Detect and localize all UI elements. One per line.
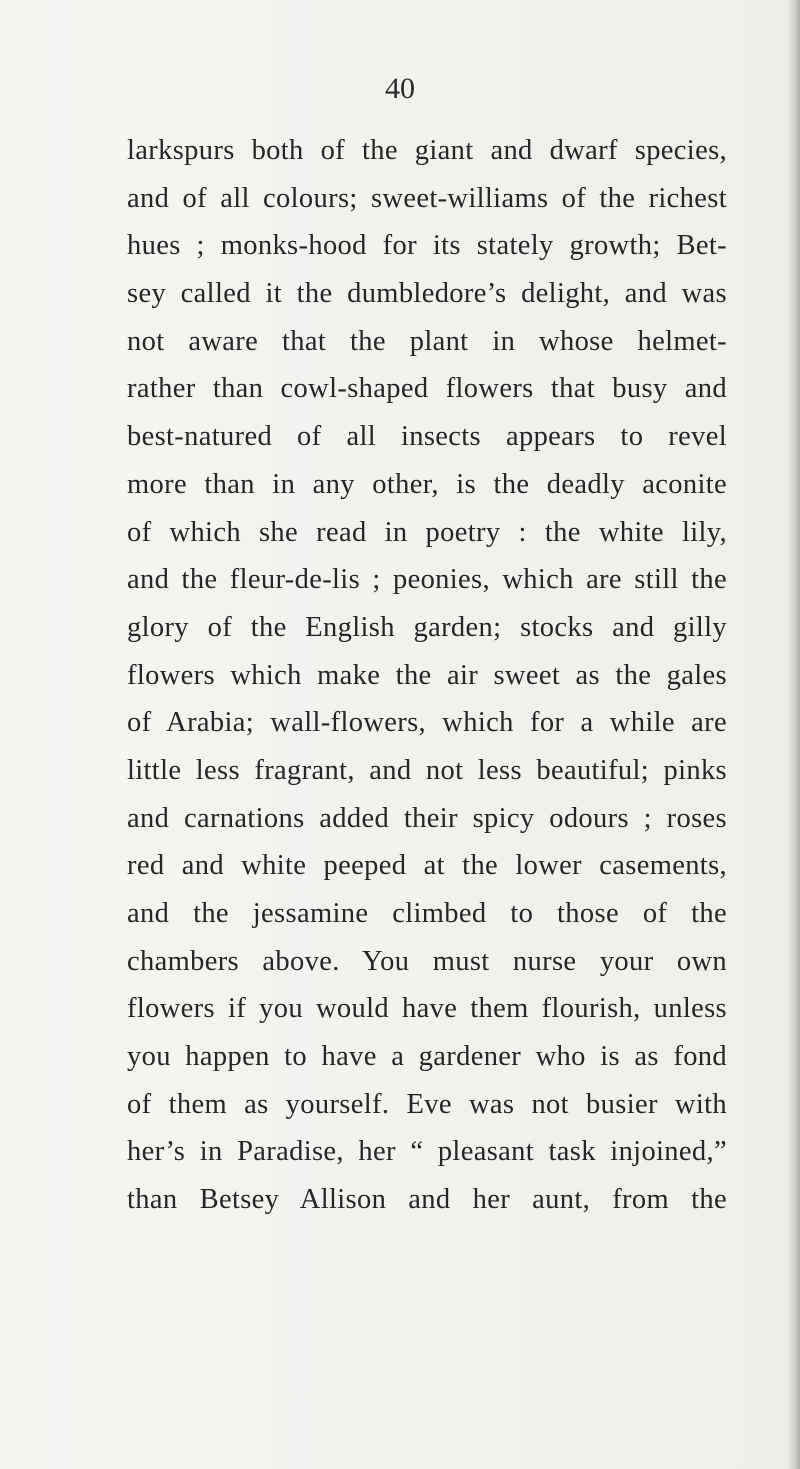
text-line: and carnations added their spicy odours ; roses <box>127 802 727 834</box>
text-line: and the fleur-de-lis ; peonies, which are still the <box>127 564 727 596</box>
body-text <box>127 127 727 1224</box>
text-line: hues ; monks-hood for its stately growth; Bet- <box>127 230 727 262</box>
text-line: best-natured of all insects appears to revel <box>127 421 727 453</box>
text-line: and the jessamine climbed to those of the <box>127 898 727 929</box>
text-line: her’s in Paradise, her “ pleasant task injoined,” <box>127 1136 727 1168</box>
text-line: more than in any other, is the deadly aconite <box>127 468 727 500</box>
text-line: red and white peeped at the lower casements, <box>127 850 727 882</box>
text-line: rather than cowl-shaped flowers that busy and <box>127 373 727 405</box>
text-line: and of all colours; sweet-williams of the richest <box>127 182 727 214</box>
text-line: of them as yourself. Eve was not busier with <box>127 1088 727 1120</box>
text-line: flowers which make the air sweet as the gales <box>127 659 727 691</box>
text-line: glory of the English garden; stocks and gilly <box>127 611 727 643</box>
text-line: little less fragrant, and not less beautiful; pinks <box>127 754 727 786</box>
page-edge-shadow <box>786 0 800 1469</box>
text-line: chambers above. You must nurse your own <box>127 945 727 977</box>
text-line: of Arabia; wall-flowers, which for a while are <box>127 707 727 739</box>
page-number: 40 <box>385 72 415 105</box>
text-line: sey called it the dumbledore’s delight, and was <box>127 278 727 310</box>
text-line: not aware that the plant in whose helmet- <box>127 325 727 357</box>
text-line: you happen to have a gardener who is as fond <box>127 1041 727 1073</box>
text-line: of which she read in poetry : the white lily, <box>127 516 727 548</box>
text-line: than Betsey Allison and her aunt, from the <box>127 1184 727 1216</box>
text-line: larkspurs both of the giant and dwarf species, <box>127 135 727 166</box>
text-line: flowers if you would have them flourish, unless <box>127 993 727 1025</box>
